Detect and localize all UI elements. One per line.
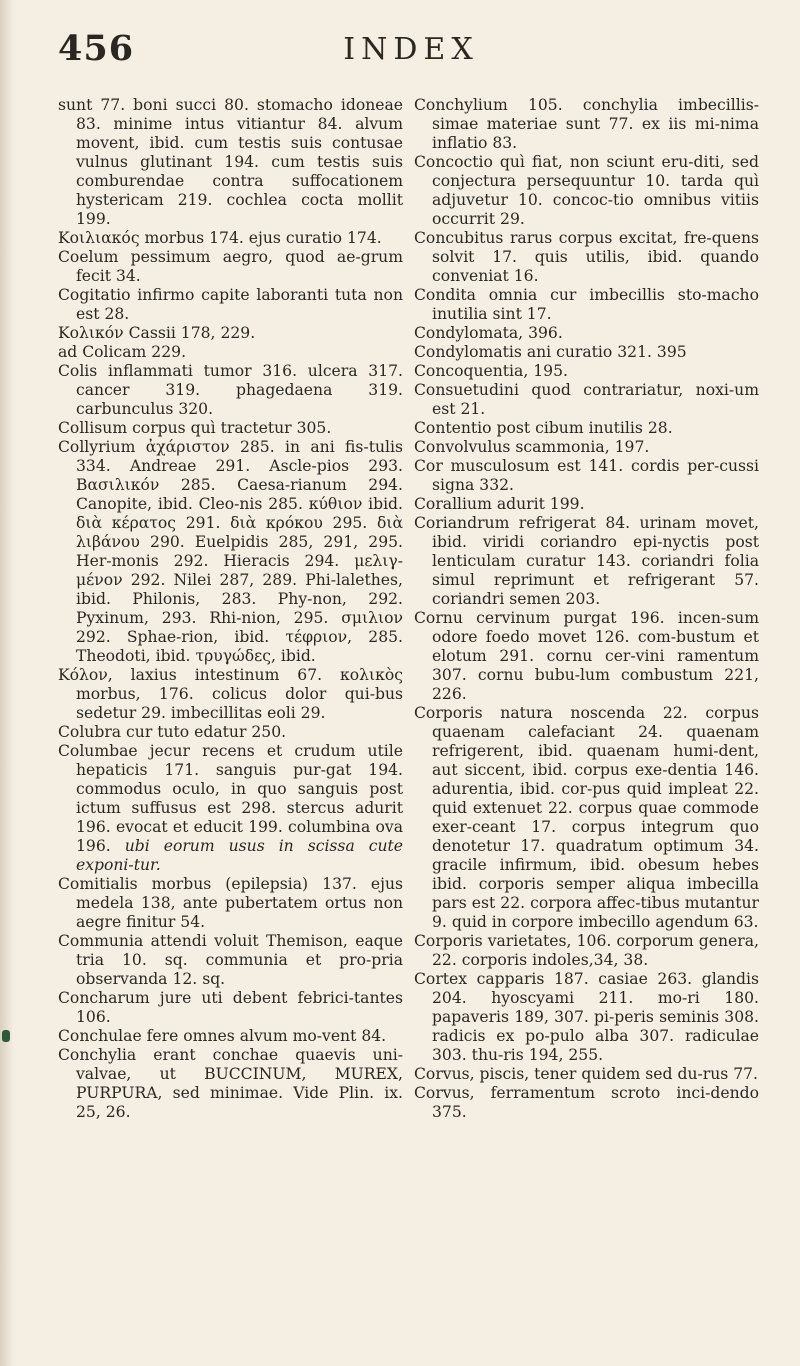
entry-italic-tail: ubi eorum usus in scissa cute exponi-tur. [76,837,403,874]
index-entry: Κολικόν Cassii 178, 229. [58,324,256,342]
index-entry: Colubra cur tuto edatur 250. [58,723,287,741]
index-entry: Condylomata, 396. [414,324,563,342]
index-entry: Communia attendi voluit Themison, eaque tria 10. sq. communia et pro-pria observanda 12. sq. [58,932,403,988]
index-entry: ad Colicam 229. [58,343,187,361]
index-entry: sunt 77. boni succi 80. stomacho idoneae 83. minime intus vitiantur 84. alvum movent, ibid. cum testis suis contusae vulnus glutinant 194. cum testis suis comburendae contra suffocationem hystericam 219. cochlea cocta mollit 199. [58,96,403,228]
index-entry: Κοιλιακός morbus 174. ejus curatio 174. [58,229,382,247]
index-entry: Condylomatis ani curatio 321. 395 [414,343,687,361]
index-entry: Cogitatio infirmo capite laboranti tuta non est 28. [58,286,403,323]
index-entry: Coelum pessimum aegro, quod ae-grum fecit 34. [58,248,403,285]
index-entry: Cor musculosum est 141. cordis per-cussi signa 332. [414,457,759,494]
index-entry: Conchylium 105. conchylia imbecillis-simae materiae sunt 77. ex iis mi-nima inflatio 83. [414,96,759,152]
index-entry: Κόλον, laxius intestinum 67. κολικὸς morbus, 176. colicus dolor qui-bus sedetur 29. imbecillitas eoli 29. [58,666,403,722]
page-edge [0,0,14,1366]
entry-text: Columbae jecur recens et crudum utile hepaticis 171. sanguis pur-gat 194. commodus oculo, in quo sanguis post ictum suffusus est 298. stercus adurit 196. evocat et educit 199. columbina ova 196. [58,742,403,855]
index-entry: Colis inflammati tumor 316. ulcera 317. cancer 319. phagedaena 319. carbunculus 320. [58,362,403,418]
index-entry: Concoquentia, 195. [414,362,568,380]
index-entry: Concharum jure uti debent febrici-tantes 106. [58,989,403,1026]
index-entry: Collyrium ἀχάριστον 285. in ani fis-tulis 334. Andreae 291. Ascle-pios 293. Βασιλικόν 285. Caesa-rianum 294. Canopite, ibid. Cleo-nis 285. κύθιον ibid. διὰ κέρατος 291. διὰ κρόκου 295. διὰ λιβάνου 290. Euelpidis 285, 291, 295. Her-monis 292. Hieracis 294. μελιγ-μένον 292. Nilei 287, 289. Phi-lalethes, ibid. Philonis, 283. Phy-non, 292. Pyxinum, 293. Rhi-nion, 295. σμιλιον 292. Sphae-rion, ibid. τέφριον, 285. Theodoti, ibid. τρυγώδες, ibid. [58,438,403,665]
index-entry: Coriandrum refrigerat 84. urinam movet, ibid. viridi coriandro epi-nyctis post lenticulam curatur 143. coriandri folia simul reprimunt et refrigerant 57. coriandri semen 203. [414,514,759,608]
index-entry: Corporis natura noscenda 22. corpus quaenam calefaciant 24. quaenam refrigerent, ibid. quaenam humi-dent, aut siccent, ibid. corpus exe-dentia 146. adurentia, ibid. cor-pus quid impleat 22. quid extenuet 22. corpus quae commode exer-ceant 17. corpus integrum quo denotetur 17. quadratum optimum 34. gracile infirmum, ibid. obesum hebes ibid. corporis semper aliqua imbecilla pars est 22. corpora affec-tibus mutantur 9. quid in corpore imbecillo agendum 63. [414,704,759,931]
index-entry: Contentio post cibum inutilis 28. [414,419,673,437]
index-entry: Condita omnia cur imbecillis sto-macho inutilia sint 17. [414,286,759,323]
left-column [58,96,403,1122]
index-entry: Cornu cervinum purgat 196. incen-sum odore foedo movet 126. com-bustum et elotum 291. cornu cer-vini ramentum 307. cornu bubu-lum combustum 221, 226. [414,609,759,703]
index-entry: Comitialis morbus (epilepsia) 137. ejus medela 138, ante pubertatem ortus non aegre finitur 54. [58,875,403,931]
index-entry: Convolvulus scammonia, 197. [414,438,650,456]
page-header [58,28,764,78]
index-entry: Corvus, piscis, tener quidem sed du-rus 77. [414,1065,759,1083]
index-entry: Conchylia erant conchae quaevis uni-valvae, ut BUCCINUM, MUREX, PURPURA, sed minimae. Vide Plin. ix. 25, 26. [58,1046,403,1121]
running-title: INDEX [343,32,479,67]
index-entry: Concoctio quì fiat, non sciunt eru-diti, sed conjectura persequuntur 10. tarda quì adjuvetur 10. concoc-tio omnibus vitiis occurrit 29. [414,153,759,228]
index-entry: Cortex capparis 187. casiae 263. glandis 204. hyoscyami 211. mo-ri 180. papaveris 189, 307. pi-peris seminis 308. radicis ex po-pulo alba 307. radiculae 303. thu-ris 194, 255. [414,970,759,1064]
index-entry: Conchulae fere omnes alvum mo-vent 84. [58,1027,387,1045]
index-entry: Collisum corpus quì tractetur 305. [58,419,332,437]
right-column [414,96,759,1122]
index-entry: Corallium adurit 199. [414,495,585,513]
index-entry: Consuetudini quod contrariatur, noxi-um est 21. [414,381,759,418]
index-entry [58,742,403,875]
index-entry: Corporis varietates, 106. corporum genera, 22. corporis indoles,34, 38. [414,932,759,969]
index-entry: Corvus, ferramentum scroto inci-dendo 375. [414,1084,759,1121]
index-entry: Concubitus rarus corpus excitat, fre-quens solvit 17. quis utilis, ibid. quando conveniat 16. [414,229,759,285]
page-number: 456 [58,28,135,69]
page-mark [2,1030,10,1042]
